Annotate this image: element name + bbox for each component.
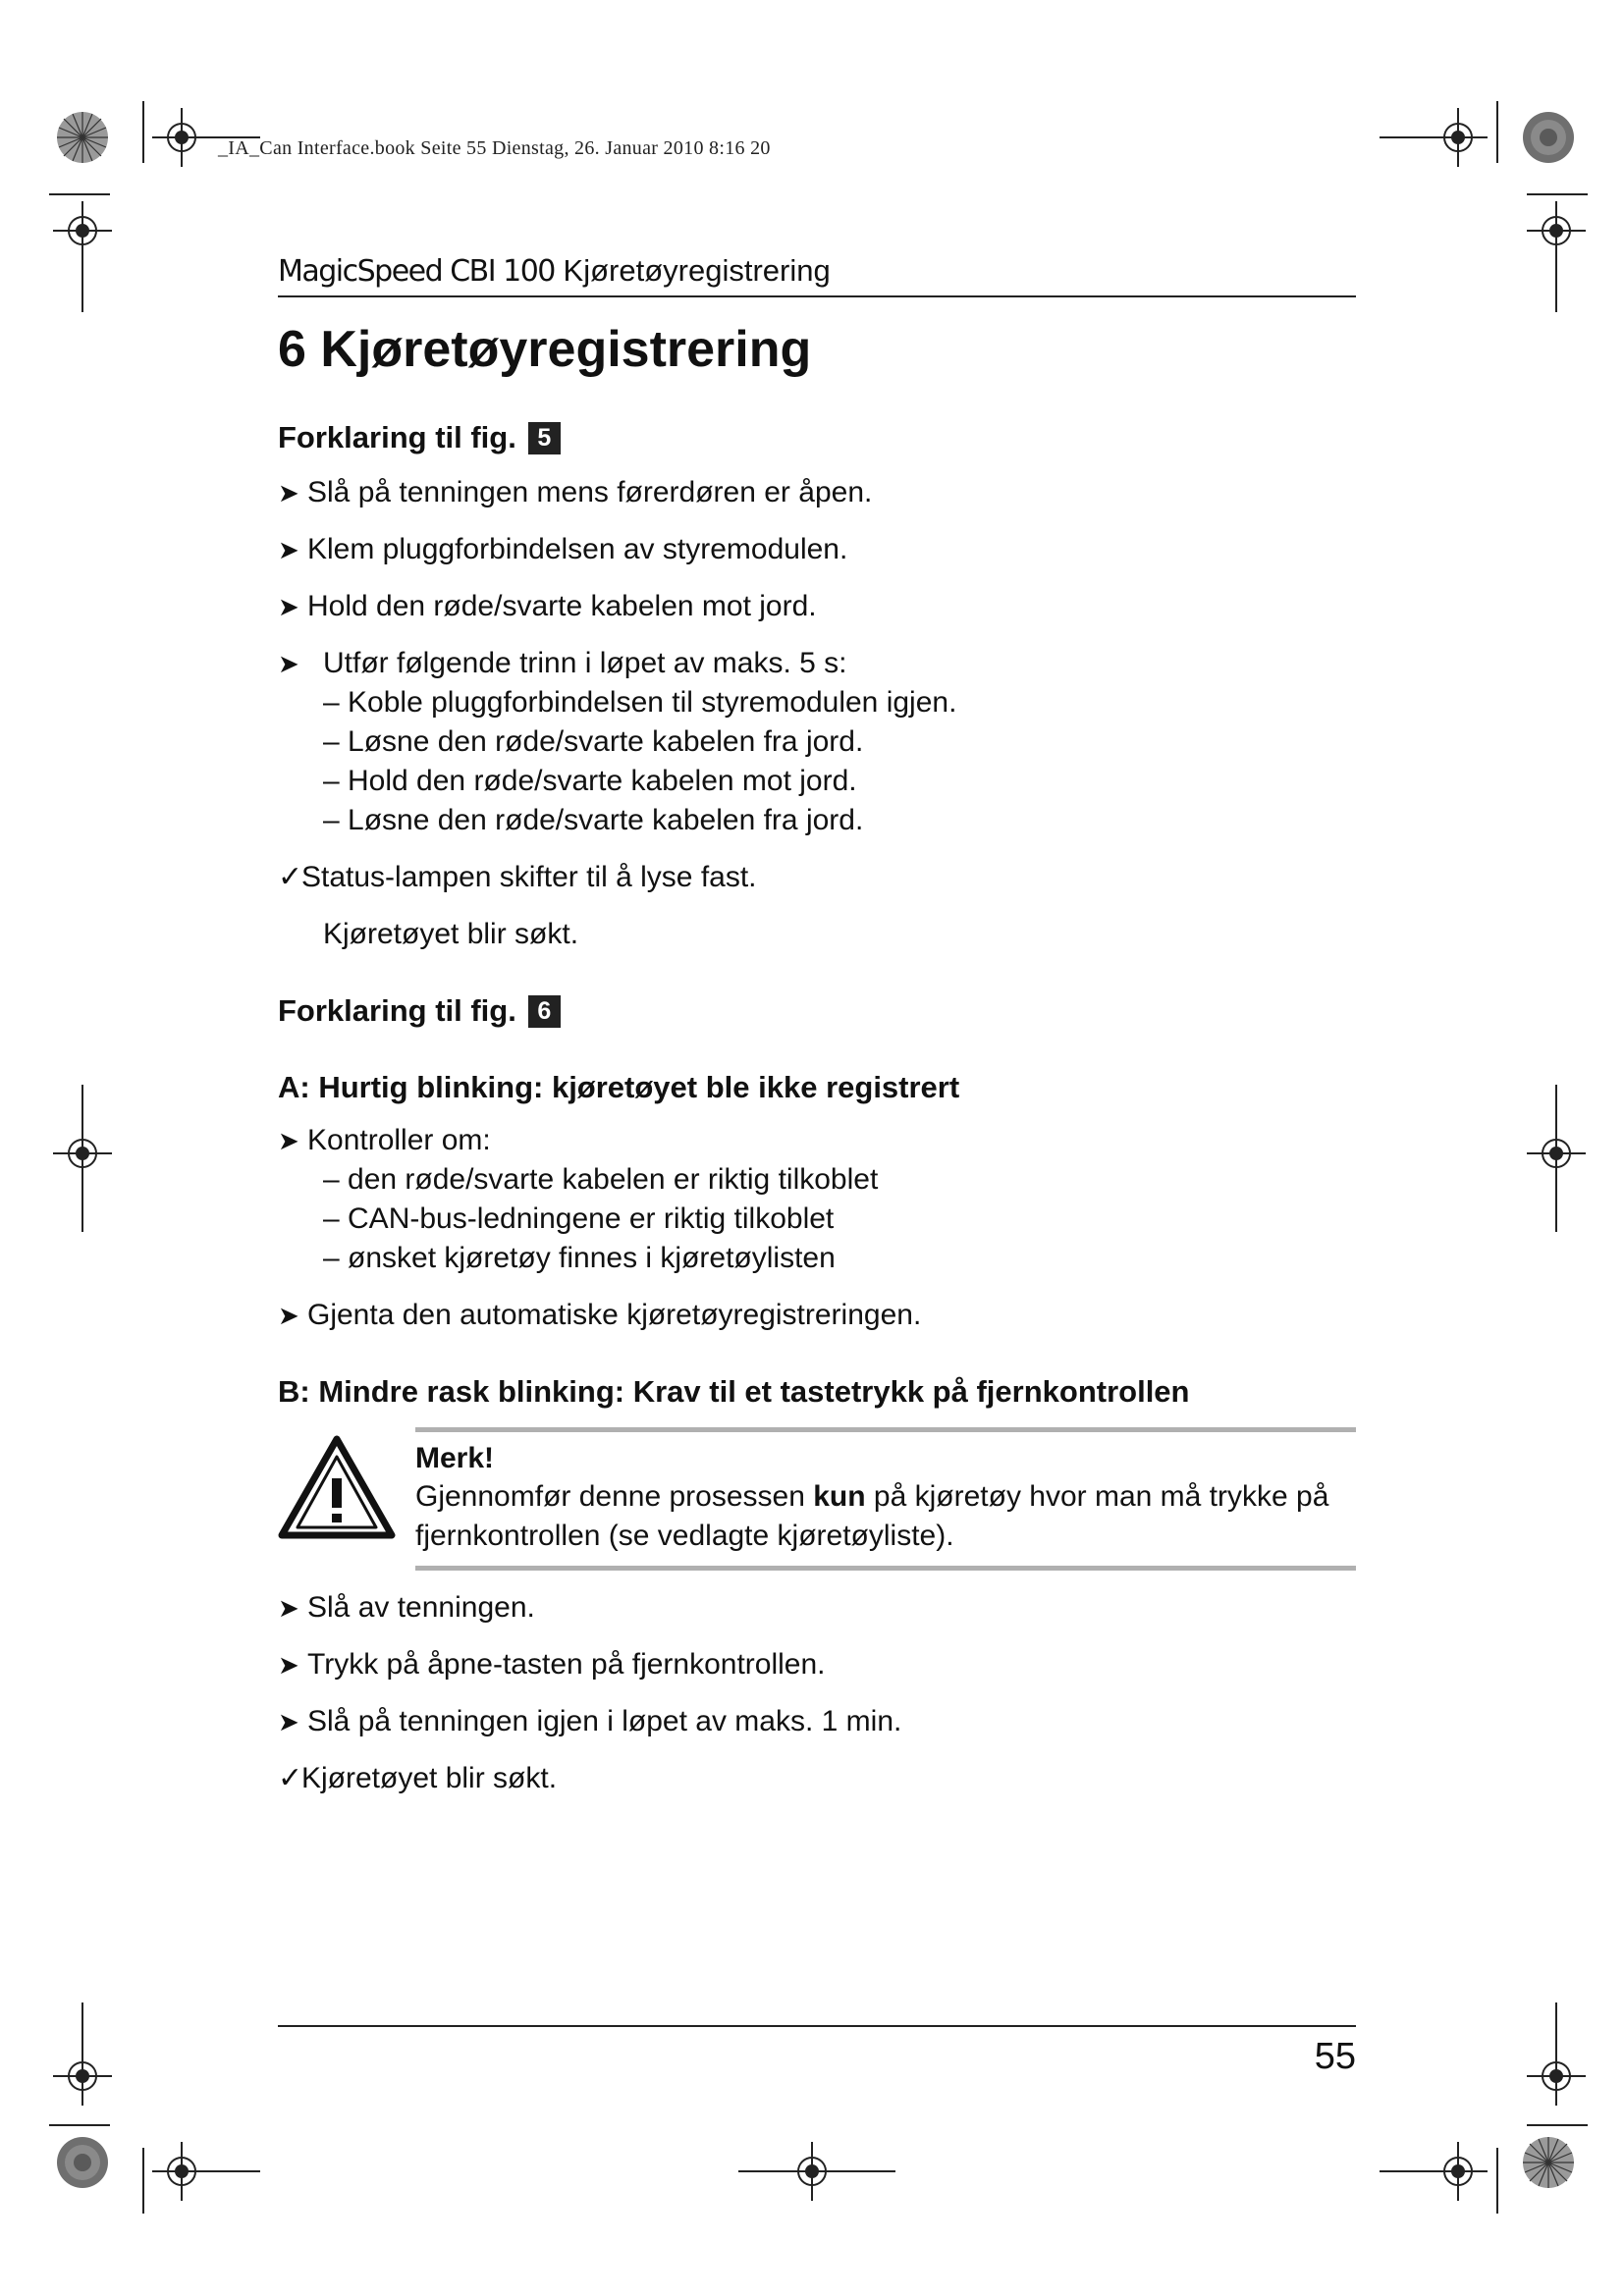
result-text: Status-lampen skifter til å lyse fast. — [301, 861, 757, 893]
step-text: Slå på tenningen mens førerdøren er åpen. — [307, 476, 873, 508]
fig5-step-2 — [278, 530, 1356, 569]
step-text: Gjenta den automatiske kjøretøyregistreringen. — [307, 1299, 922, 1331]
fig5-step-3 — [278, 587, 1356, 626]
subsection-a-check-list — [323, 1160, 1356, 1278]
subsection-a-check-step — [278, 1121, 1356, 1160]
header-section: Kjøretøyregistrering — [563, 253, 831, 288]
step-arrow-icon: ➤ — [278, 1707, 299, 1736]
registration-bar-bottom-left — [201, 2170, 260, 2174]
registration-mark-icon — [1527, 1124, 1586, 1183]
header-brand: MagicSpeed CBI 100 — [278, 254, 555, 289]
note-body — [415, 1427, 1356, 1571]
print-info: _IA_Can Interface.book Seite 55 Dienstag, 26. Januar 2010 8:16 20 — [218, 137, 771, 159]
fig5-heading — [278, 418, 1356, 457]
subsection-b-result — [278, 1759, 1356, 1798]
note-box — [278, 1427, 1356, 1571]
page-content — [278, 318, 1356, 1798]
registration-mark-icon — [1527, 2047, 1586, 2106]
calibration-gray-icon — [55, 2135, 110, 2190]
step-text: Trykk på åpne-tasten på fjernkontrollen. — [307, 1648, 826, 1681]
fig5-step-1 — [278, 473, 1356, 512]
step-text: Utfør følgende trinn i løpet av maks. 5 s: — [323, 647, 847, 679]
registration-bar-bottom-right — [1380, 2170, 1438, 2174]
list-item: – CAN-bus-ledningene er riktig tilkoblet — [323, 1202, 835, 1235]
list-item: – Koble pluggforbindelsen til styremodulen igjen. — [323, 686, 957, 719]
fig5-number-badge: 5 — [528, 422, 561, 454]
step-text: Slå på tenningen igjen i løpet av maks. 1 min. — [307, 1705, 902, 1737]
step-arrow-icon: ➤ — [278, 649, 299, 678]
step-text: Klem pluggforbindelsen av styremodulen. — [307, 533, 848, 565]
fig5-step-4 — [278, 644, 1356, 683]
registration-mark-icon — [1527, 201, 1586, 260]
check-icon: ✓ — [278, 1762, 303, 1794]
result-text: Kjøretøyet blir søkt. — [301, 1762, 558, 1794]
subsection-b-step-3 — [278, 1702, 1356, 1741]
chapter-title: 6 Kjøretøyregistrering — [278, 321, 812, 378]
subsection-b-step-1 — [278, 1588, 1356, 1628]
fig6-heading — [278, 991, 1356, 1031]
list-item: – Løsne den røde/svarte kabelen fra jord. — [323, 725, 864, 758]
step-text: Slå av tenningen. — [307, 1591, 535, 1624]
registration-mark-icon — [53, 1124, 112, 1183]
fig5-result — [278, 858, 1356, 897]
calibration-gray-icon — [1521, 110, 1576, 165]
registration-bar-top-right — [1380, 136, 1438, 140]
list-item: – ønsket kjøretøy finnes i kjøretøylisten — [323, 1242, 836, 1274]
header-rule — [278, 295, 1356, 297]
note-text-after: på kjøretøy hvor man må trykke på fjernkontrollen (se vedlagte kjøretøyliste). — [415, 1480, 1329, 1552]
check-icon: ✓ — [278, 861, 303, 893]
list-item: – Hold den røde/svarte kabelen mot jord. — [323, 765, 857, 797]
footer-rule — [278, 2025, 1356, 2027]
registration-bar-bottom-center — [738, 2170, 895, 2174]
list-item: – den røde/svarte kabelen er riktig tilkoblet — [323, 1163, 879, 1196]
fig5-result-note: Kjøretøyet blir søkt. — [323, 918, 579, 950]
fig5-substeps — [323, 683, 1356, 840]
fig6-number-badge: 6 — [528, 995, 561, 1028]
step-arrow-icon: ➤ — [278, 1650, 299, 1680]
step-arrow-icon: ➤ — [278, 535, 299, 564]
note-text-emphasis: kun — [813, 1480, 866, 1513]
step-text: Hold den røde/svarte kabelen mot jord. — [307, 590, 817, 622]
list-item: – Løsne den røde/svarte kabelen fra jord. — [323, 804, 864, 836]
calibration-star-icon — [1521, 2135, 1576, 2190]
subsection-b-heading: B: Mindre rask blinking: Krav til et tastetrykk på fjernkontrollen — [278, 1374, 1190, 1409]
note-text — [415, 1477, 1356, 1556]
step-arrow-icon: ➤ — [278, 592, 299, 621]
subsection-a-repeat-step — [278, 1296, 1356, 1335]
step-arrow-icon: ➤ — [278, 478, 299, 507]
note-title: Merk! — [415, 1442, 495, 1474]
warning-triangle-icon — [278, 1435, 396, 1541]
running-header — [278, 253, 1356, 297]
note-text-before: Gjennomfør denne prosessen — [415, 1480, 814, 1513]
step-text: Kontroller om: — [307, 1124, 491, 1156]
step-arrow-icon: ➤ — [278, 1301, 299, 1330]
step-arrow-icon: ➤ — [278, 1593, 299, 1623]
step-arrow-icon: ➤ — [278, 1126, 299, 1155]
registration-mark-icon — [53, 2047, 112, 2106]
subsection-a-heading: A: Hurtig blinking: kjøretøyet ble ikke registrert — [278, 1070, 960, 1104]
page-number: 55 — [1314, 2036, 1356, 2077]
calibration-star-icon — [55, 110, 110, 165]
fig6-heading-text: Forklaring til fig. — [278, 993, 516, 1028]
subsection-b-step-2 — [278, 1645, 1356, 1684]
registration-mark-icon — [53, 201, 112, 260]
fig5-heading-text: Forklaring til fig. — [278, 420, 516, 454]
